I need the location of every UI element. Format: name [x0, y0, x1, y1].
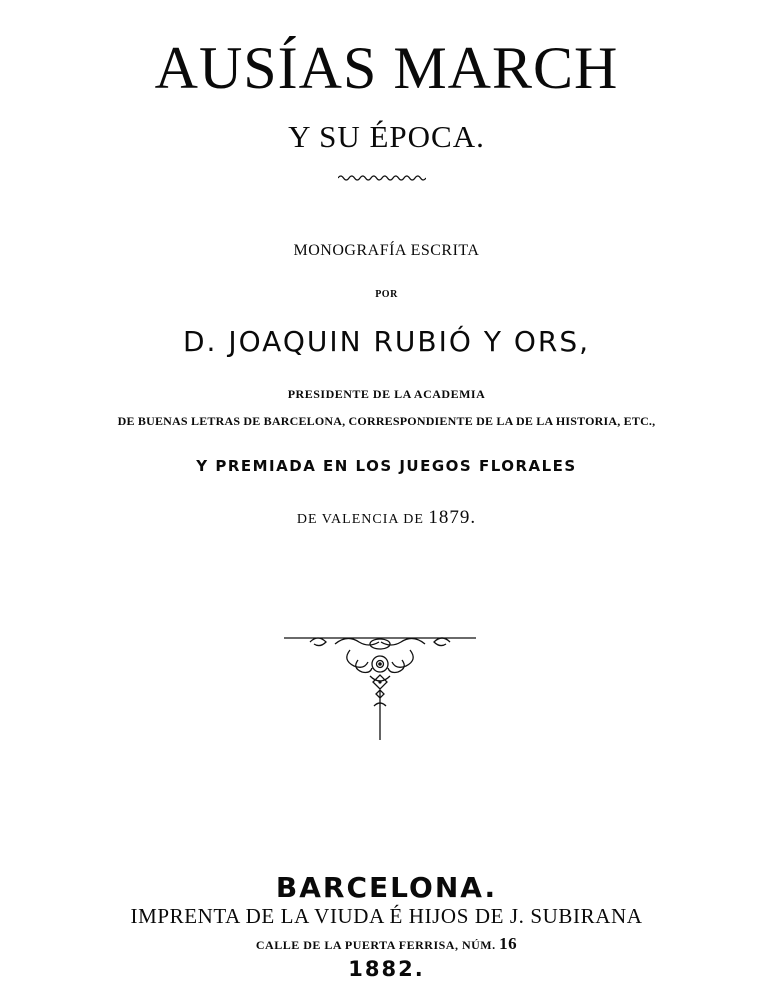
- by-label: POR: [375, 289, 398, 300]
- address-street: CALLE DE LA PUERTA FERRISA, NÚM.: [255, 938, 496, 952]
- ornament-flourish-icon: [280, 628, 480, 743]
- award-line-2: [0, 508, 773, 527]
- book-subtitle: Y SU ÉPOCA.: [288, 119, 485, 154]
- award-year: 1879.: [428, 507, 477, 528]
- book-title: AUSÍAS MARCH: [154, 35, 619, 101]
- address-number: 16: [499, 934, 518, 953]
- award-location: DE VALENCIA DE: [296, 512, 424, 527]
- author-role-line-1: PRESIDENTE DE LA ACADEMIA: [287, 387, 486, 401]
- printer-name: IMPRENTA DE LA VIUDA É HIJOS DE J. SUBIRANA: [130, 904, 643, 928]
- publication-city: BARCELONA.: [275, 871, 498, 904]
- award-line-1: Y PREMIADA EN LOS JUEGOS FLORALES: [196, 457, 577, 475]
- author-role-line-2: DE BUENAS LETRAS DE BARCELONA, CORRESPONDIENTE DE LA DE LA HISTORIA, ETC.,: [117, 414, 656, 428]
- author-name: D. JOAQUIN RUBIÓ Y ORS,: [183, 325, 590, 358]
- publication-year: 1882.: [348, 957, 425, 981]
- printer-address: [0, 935, 773, 952]
- squiggle-divider: [338, 173, 426, 183]
- monograph-label: MONOGRAFÍA ESCRITA: [293, 242, 480, 259]
